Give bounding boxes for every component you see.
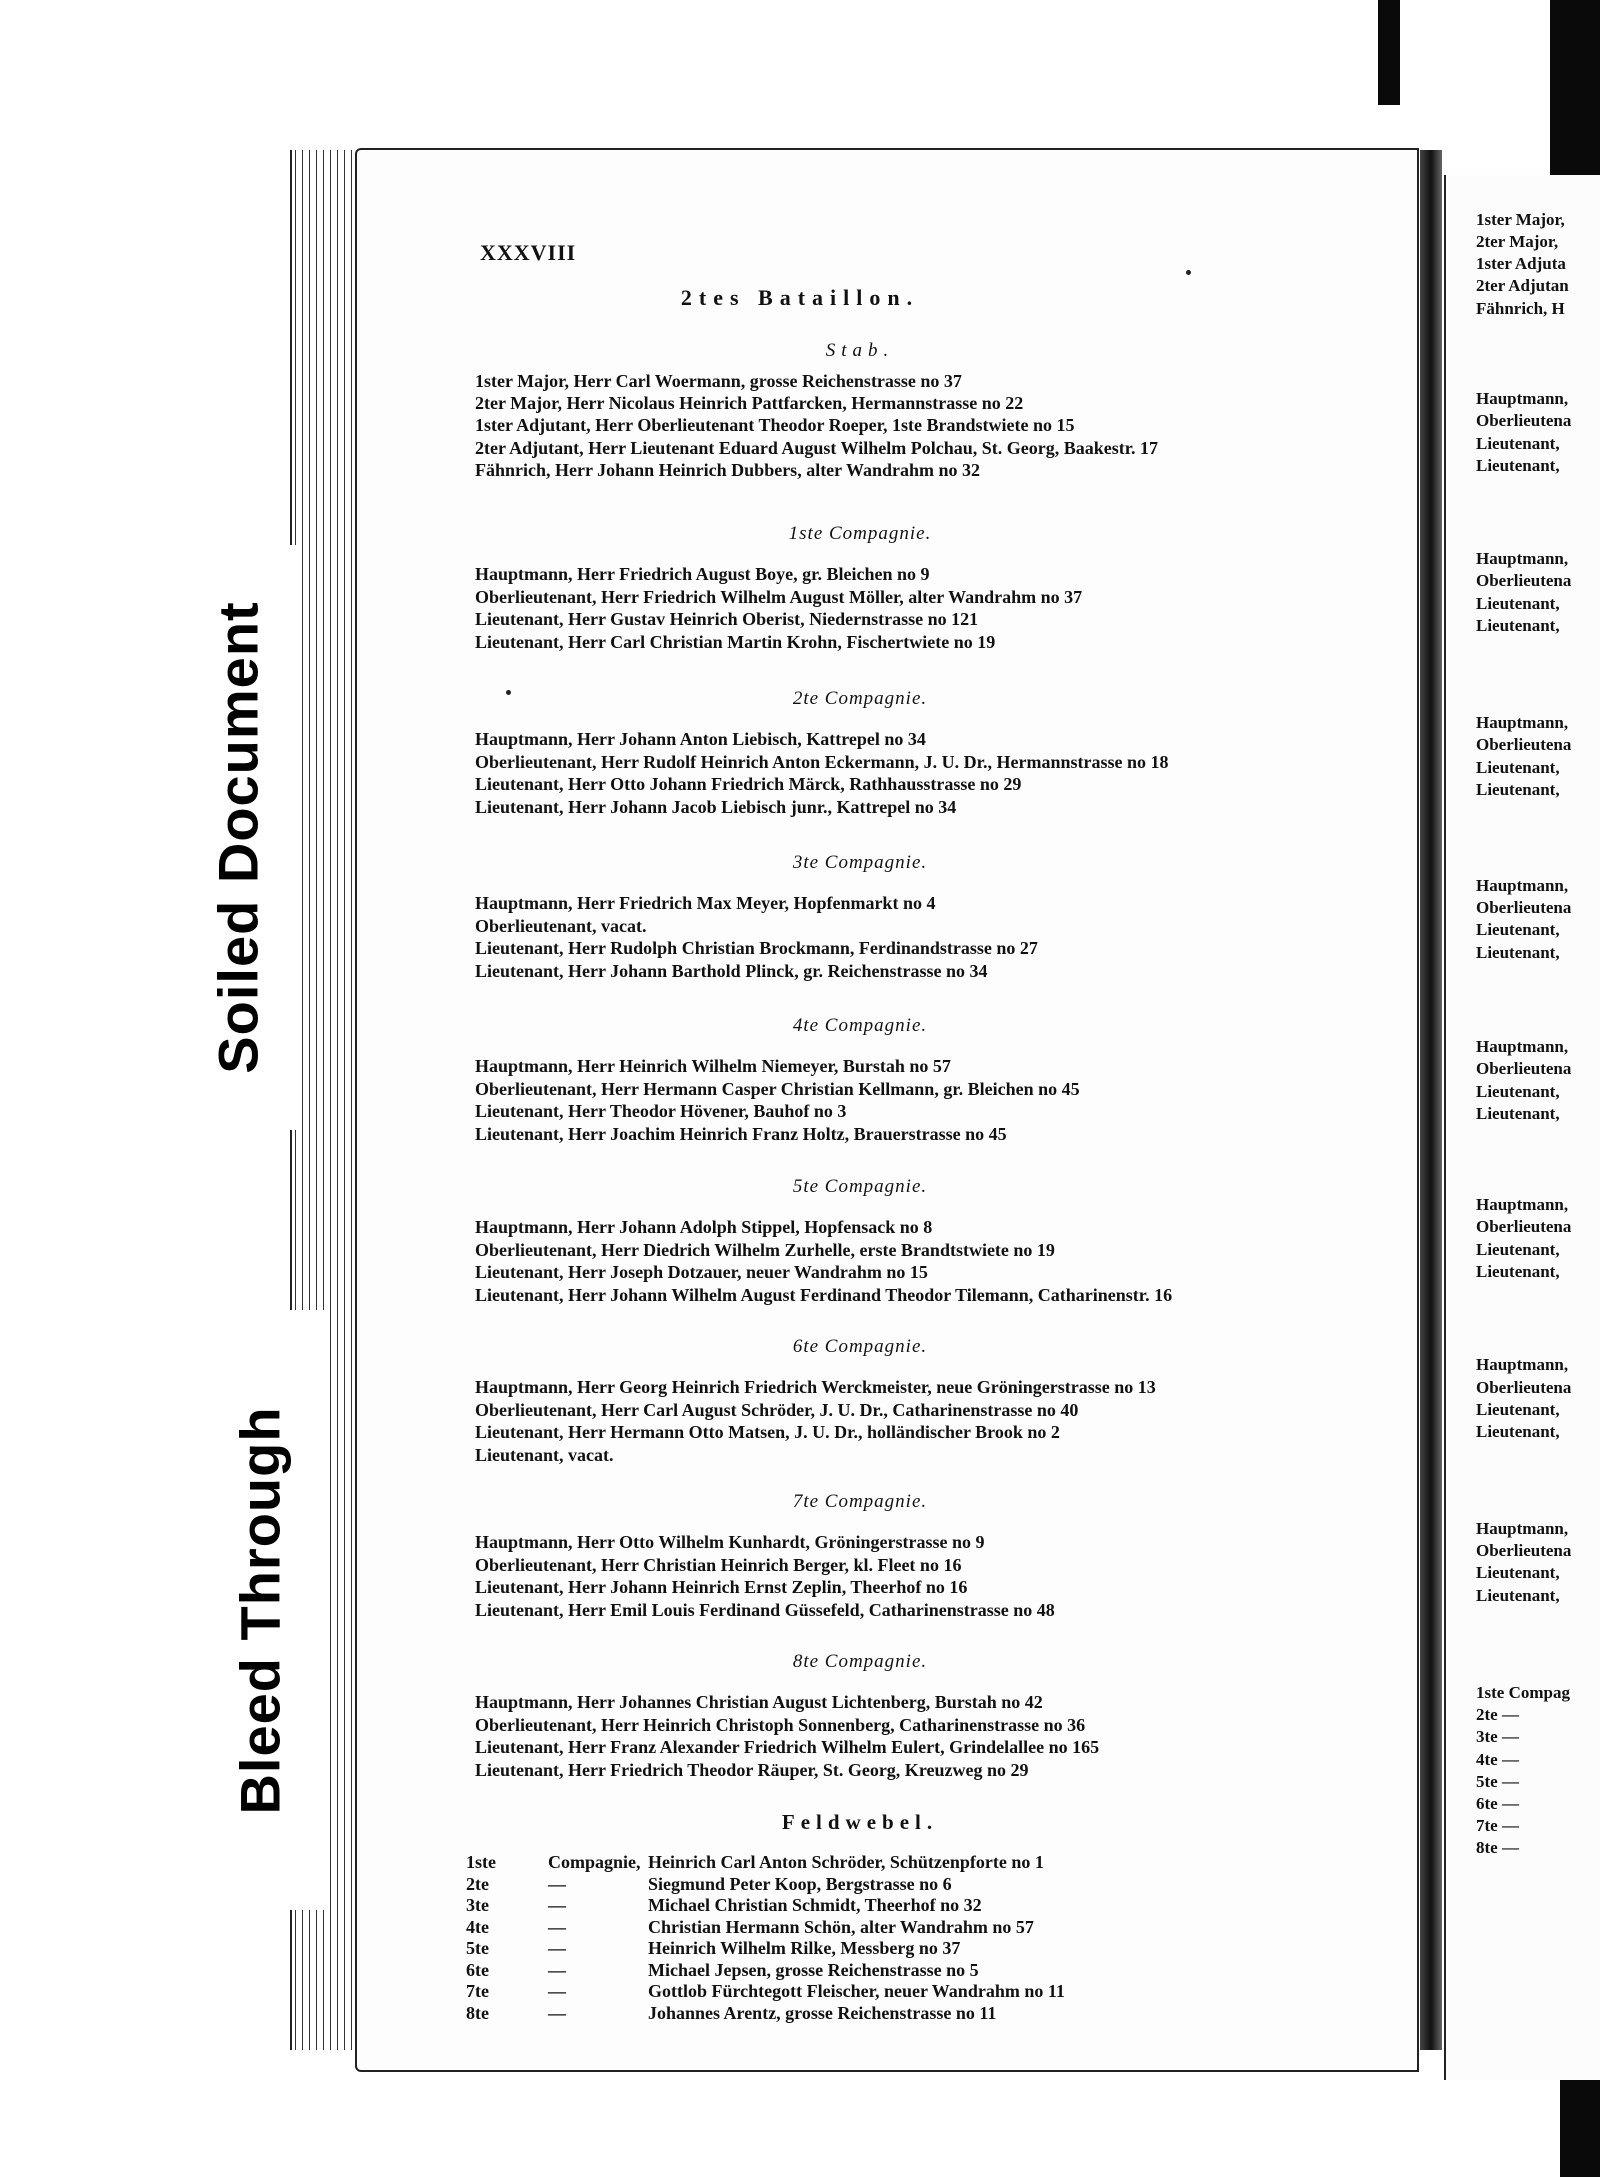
section-heading-company: 2te Compagnie. [792,688,928,709]
next-page-line: Oberlieutena [1476,1541,1572,1560]
feldwebel-company: 7te [466,1981,489,2001]
roster-entry: Lieutenant, Herr Joachim Heinrich Franz Holtz, Brauerstrasse no 45 [475,1123,1007,1144]
roster-entry: Oberlieutenant, vacat. [475,915,647,936]
next-page-line: Lieutenant, [1476,780,1560,799]
next-page-line: Hauptmann, [1476,549,1569,568]
roster-entry: Lieutenant, Herr Franz Alexander Friedrich Wilhelm Eulert, Grindelallee no 165 [475,1737,1100,1757]
feldwebel-mid: — [548,1981,566,2001]
feldwebel-mid: — [548,1938,566,1958]
next-page-line: Oberlieutena [1476,411,1572,430]
roster-entry: Lieutenant, Herr Johann Jacob Liebisch junr., Kattrepel no 34 [475,796,957,817]
next-page-line: 5te — [1476,1772,1519,1791]
feldwebel-company: 1ste [466,1852,496,1872]
ink-speck [506,690,511,695]
roster-entry: Oberlieutenant, Herr Hermann Casper Christian Kellmann, gr. Bleichen no 45 [475,1078,1080,1099]
feldwebel-company: 3te [466,1895,489,1915]
roster-entry: 2ter Adjutant, Herr Lieutenant Eduard August Wilhelm Polchau, St. Georg, Baakestr. 17 [475,438,1159,458]
feldwebel-name: Michael Jepsen, grosse Reichenstrasse no 5 [648,1959,979,1980]
soiled-document-label [178,545,298,1130]
next-page-line: Lieutenant, [1476,434,1560,453]
roster-entry: Lieutenant, vacat. [475,1444,614,1465]
next-page-line: Hauptmann, [1476,1355,1569,1374]
bleed-label-text: Bleed Through [228,1405,292,1815]
feldwebel-mid: — [548,2002,566,2023]
next-page-line: Hauptmann, [1476,1195,1569,1214]
next-page-line: Lieutenant, [1476,1104,1560,1123]
roster-entry: Hauptmann, Herr Johann Adolph Stippel, Hopfensack no 8 [475,1217,933,1237]
next-page-line: 3te — [1476,1727,1519,1746]
feldwebel-mid: — [548,1959,566,1980]
roster-entry: Lieutenant, Herr Otto Johann Friedrich Märck, Rathhausstrasse no 29 [475,774,1022,794]
feldwebel-mid: Compagnie, [548,1852,641,1872]
next-page-line: Lieutenant, [1476,594,1560,613]
next-page-line: Oberlieutena [1476,1217,1572,1236]
section-heading-company: 3te Compagnie. [792,852,928,873]
roster-entry: Lieutenant, Herr Emil Louis Ferdinand Güssefeld, Catharinenstrasse no 48 [475,1599,1055,1620]
next-page-line: Lieutenant, [1476,1422,1560,1441]
roster-entry: Hauptmann, Herr Georg Heinrich Friedrich Werckmeister, neue Gröningerstrasse no 13 [475,1377,1156,1397]
roster-entry: Oberlieutenant, Herr Heinrich Christoph Sonnenberg, Catharinenstrasse no 36 [475,1714,1086,1735]
next-page-line: Lieutenant, [1476,1563,1560,1582]
roster-entry: Fähnrich, Herr Johann Heinrich Dubbers, alter Wandrahm no 32 [475,460,981,480]
next-page-line: 2ter Major, [1476,232,1559,251]
feldwebel-company: 4te [466,1916,489,1937]
next-page-line: Oberlieutena [1476,735,1572,754]
section-heading-stab: Stab. [825,340,895,361]
roster-entry: Oberlieutenant, Herr Carl August Schröder, J. U. Dr., Catharinenstrasse no 40 [475,1399,1079,1420]
roster-entry: Lieutenant, Herr Rudolph Christian Brockmann, Ferdinandstrasse no 27 [475,938,1038,958]
roster-entry: Lieutenant, Herr Hermann Otto Matsen, J. U. Dr., holländischer Brook no 2 [475,1422,1060,1442]
scan-border-top [1378,0,1400,105]
page-title: 2tes Bataillon. [680,285,920,310]
next-page-line: Lieutenant, [1476,456,1560,475]
roster-entry: 1ster Adjutant, Herr Oberlieutenant Theodor Roeper, 1ste Brandstwiete no 15 [475,415,1075,435]
section-heading-company: 8te Compagnie. [792,1651,928,1672]
next-page-line: Lieutenant, [1476,1262,1560,1281]
roster-entry: Lieutenant, Herr Friedrich Theodor Räuper, St. Georg, Kreuzweg no 29 [475,1759,1029,1780]
section-heading-company: 5te Compagnie. [792,1176,928,1197]
roster-entry: 2ter Major, Herr Nicolaus Heinrich Pattfarcken, Hermannstrasse no 22 [475,393,1024,413]
next-page-line: 7te — [1476,1816,1519,1835]
feldwebel-name: Michael Christian Schmidt, Theerhof no 32 [648,1895,982,1915]
section-heading-company: 1ste Compagnie. [788,523,932,544]
roster-entry: Lieutenant, Herr Johann Heinrich Ernst Zeplin, Theerhof no 16 [475,1577,968,1597]
next-page-line: Oberlieutena [1476,1378,1572,1397]
section-heading-company: 6te Compagnie. [792,1336,928,1357]
section-heading-company: 7te Compagnie. [792,1491,928,1512]
feldwebel-mid: — [548,1916,566,1937]
next-page-line: Hauptmann, [1476,876,1569,895]
next-page-line: Hauptmann, [1476,713,1569,732]
feldwebel-name: Heinrich Wilhelm Rilke, Messberg no 37 [648,1938,961,1958]
next-page-line: 1ste Compag [1476,1683,1570,1702]
next-page-fragment [1444,175,1600,2080]
roster-entry: Oberlieutenant, Herr Friedrich Wilhelm August Möller, alter Wandrahm no 37 [475,586,1083,607]
feldwebel-mid: — [548,1873,566,1894]
section-heading-feldwebel: Feldwebel. [781,1810,939,1834]
roster-entry: 1ster Major, Herr Carl Woermann, grosse Reichenstrasse no 37 [475,371,962,391]
next-page-line: Hauptmann, [1476,389,1569,408]
roster-entry: Hauptmann, Herr Johann Anton Liebisch, Kattrepel no 34 [475,729,926,749]
roster-entry: Lieutenant, Herr Johann Wilhelm August Ferdinand Theodor Tilemann, Catharinenstr. 16 [475,1284,1173,1305]
next-page-line: Lieutenant, [1476,920,1560,939]
next-page-line: Hauptmann, [1476,1519,1569,1538]
roster-entry: Lieutenant, Herr Gustav Heinrich Oberist, Niedernstrasse no 121 [475,609,979,629]
feldwebel-name: Christian Hermann Schön, alter Wandrahm no 57 [648,1916,1034,1937]
roster-entry: Lieutenant, Herr Joseph Dotzauer, neuer Wandrahm no 15 [475,1262,928,1282]
feldwebel-company: 5te [466,1938,489,1958]
next-page-line: Lieutenant, [1476,1586,1560,1605]
next-page-line: 2ter Adjutan [1476,276,1569,295]
next-page-line: Fähnrich, H [1476,299,1565,318]
ink-speck [1186,270,1191,275]
next-page-line: Lieutenant, [1476,1240,1560,1259]
next-page-line: 6te — [1476,1794,1519,1813]
next-page-line: Hauptmann, [1476,1037,1569,1056]
next-page-line: 1ster Major, [1476,210,1565,229]
next-page-line: 4te — [1476,1750,1519,1769]
roster-entry: Hauptmann, Herr Friedrich Max Meyer, Hopfenmarkt no 4 [475,893,936,913]
feldwebel-name: Johannes Arentz, grosse Reichenstrasse no 11 [648,2002,997,2023]
feldwebel-company: 8te [466,2002,489,2023]
feldwebel-mid: — [548,1895,566,1915]
soiled-label-text: Soiled Document [206,601,270,1074]
roster-entry: Hauptmann, Herr Heinrich Wilhelm Niemeyer, Burstah no 57 [475,1056,951,1076]
next-page-line: Oberlieutena [1476,1059,1572,1078]
next-page-line: Oberlieutena [1476,571,1572,590]
next-page-line: Lieutenant, [1476,616,1560,635]
feldwebel-company: 6te [466,1959,489,1980]
next-page-line: Oberlieutena [1476,898,1572,917]
next-page-line: Lieutenant, [1476,758,1560,777]
roster-entry: Lieutenant, Herr Theodor Hövener, Bauhof no 3 [475,1101,847,1121]
next-page-line: Lieutenant, [1476,943,1560,962]
section-heading-company: 4te Compagnie. [792,1015,928,1036]
next-page-line: 2te — [1476,1705,1519,1724]
roster-entry: Oberlieutenant, Herr Rudolf Heinrich Anton Eckermann, J. U. Dr., Hermannstrasse no 18 [475,751,1169,772]
feldwebel-company: 2te [466,1873,489,1894]
roster-entry: Lieutenant, Herr Johann Barthold Plinck, gr. Reichenstrasse no 34 [475,960,988,981]
next-page-line: 8te — [1476,1838,1519,1857]
feldwebel-name: Siegmund Peter Koop, Bergstrasse no 6 [648,1873,952,1894]
roster-entry: Hauptmann, Herr Otto Wilhelm Kunhardt, Gröningerstrasse no 9 [475,1532,985,1552]
next-page-line: 1ster Adjuta [1476,254,1566,273]
feldwebel-name: Gottlob Fürchtegott Fleischer, neuer Wandrahm no 11 [648,1981,1065,2001]
next-page-line: Lieutenant, [1476,1400,1560,1419]
roster-entry: Lieutenant, Herr Carl Christian Martin Krohn, Fischertwiete no 19 [475,631,996,652]
next-page-line: Lieutenant, [1476,1082,1560,1101]
roster-entry: Oberlieutenant, Herr Christian Heinrich Berger, kl. Fleet no 16 [475,1554,962,1575]
feldwebel-name: Heinrich Carl Anton Schröder, Schützenpforte no 1 [648,1852,1044,1872]
book-gutter [1420,150,1442,2050]
roster-entry: Hauptmann, Herr Johannes Christian August Lichtenberg, Burstah no 42 [475,1692,1043,1712]
page-number: XXXVIII [480,240,577,265]
roster-entry: Hauptmann, Herr Friedrich August Boye, gr. Bleichen no 9 [475,564,930,584]
roster-entry: Oberlieutenant, Herr Diedrich Wilhelm Zurhelle, erste Brandtstwiete no 19 [475,1239,1055,1260]
